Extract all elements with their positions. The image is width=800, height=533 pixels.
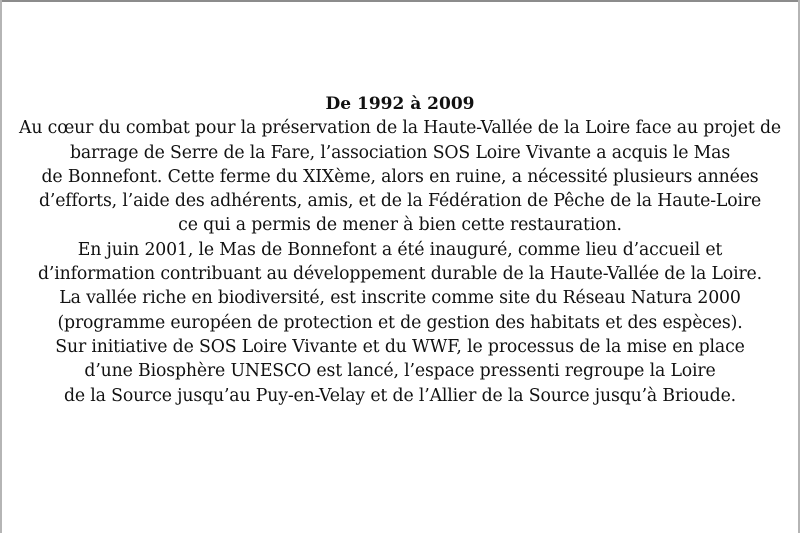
text-line-11: d’une Biosphère UNESCO est lancé, l’espace pressenti regroupe la Loire <box>84 361 716 382</box>
text-line-2: barrage de Serre de la Fare, l’association SOS Loire Vivante a acquis le Mas <box>69 142 731 163</box>
text-line-5: ce qui a permis de mener à bien cette restauration. <box>178 215 622 236</box>
top-border <box>0 0 800 2</box>
text-line-6: En juin 2001, le Mas de Bonnefont a été inauguré, comme lieu d’accueil et <box>77 239 723 260</box>
document-title: De 1992 à 2009 <box>325 94 475 114</box>
text-line-8: La vallée riche en biodiversité, est inscrite comme site du Réseau Natura 2000 <box>59 288 741 309</box>
text-line-10: Sur initiative de SOS Loire Vivante et du WWF, le processus de la mise en place <box>55 336 745 357</box>
text-line-9: (programme européen de protection et de gestion des habitats et des espèces). <box>57 312 743 333</box>
text-line-4: d’efforts, l’aide des adhérents, amis, et de la Fédération de Pêche de la Haute-Loire <box>38 191 762 212</box>
text-line-7: d’information contribuant au développement durable de la Haute-Vallée de la Loire. <box>38 264 762 285</box>
text-line-1: Au cœur du combat pour la préservation de la Haute-Vallée de la Loire face au projet de <box>19 118 781 139</box>
document-body <box>0 92 800 408</box>
text-line-3: de Bonnefont. Cette ferme du XIXème, alors en ruine, a nécessité plusieurs années <box>41 166 759 187</box>
text-line-12: de la Source jusqu’au Puy-en-Velay et de l’Allier de la Source jusqu’à Brioude. <box>63 385 737 406</box>
